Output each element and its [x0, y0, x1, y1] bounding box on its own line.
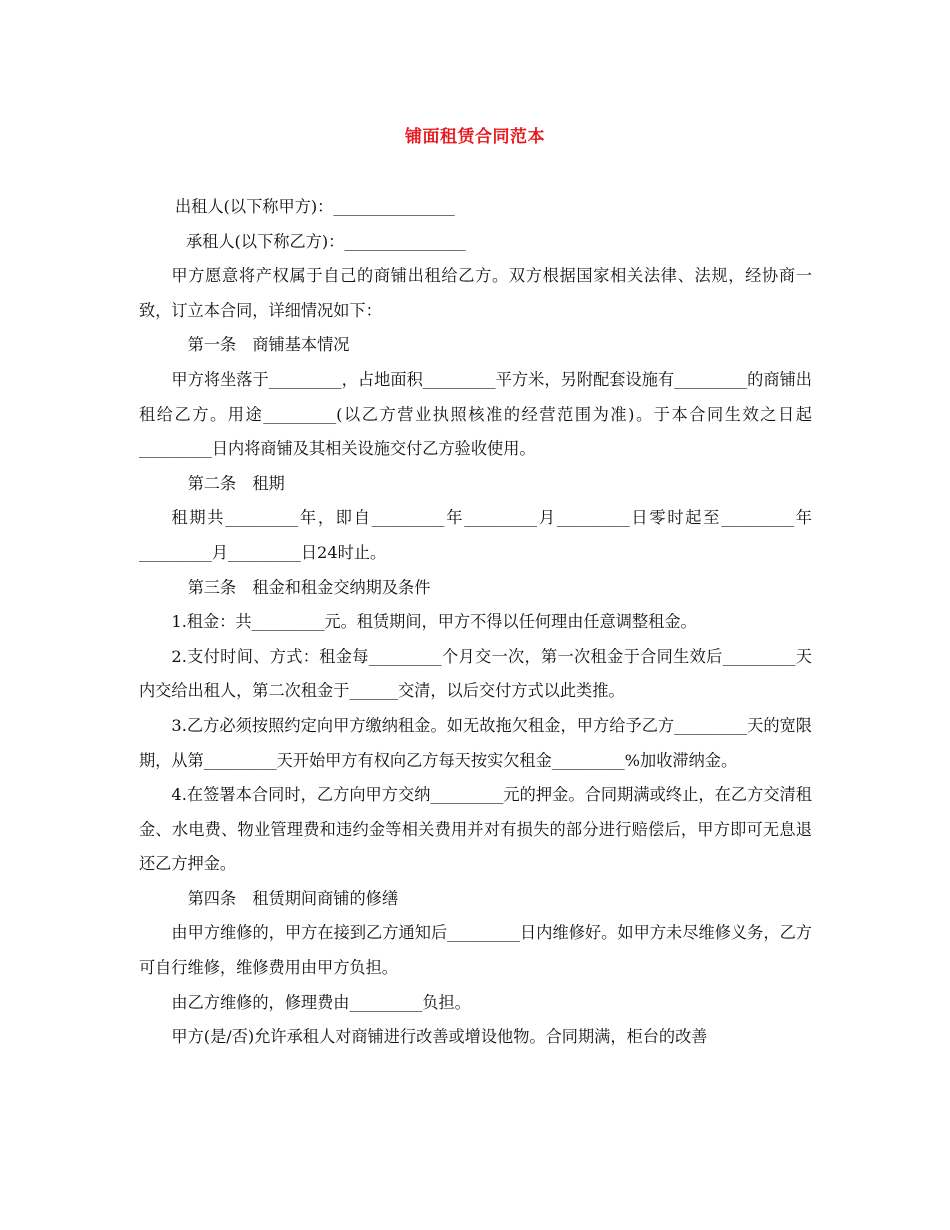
- party-b-line: 承租人(以下称乙方)：_______________: [186, 231, 466, 251]
- article-4-paragraph-1: 由甲方维修的，甲方在接到乙方通知后_________日内维修好。如甲方未尽维修义务，乙方可自行维修，维修费用由甲方负担。: [139, 923, 812, 978]
- article-1-paragraph: 甲方将坐落于_________，占地面积_________平方米，另附配套设施有_________的商铺出租给乙方。用途_________(以乙方营业执照核准的经营范围为准)。于本合同生效之日起_________日内将商铺及其相关设施交付乙方验收使用。: [139, 369, 812, 459]
- article-3-item-2: 2.支付时间、方式：租金每_________个月交一次，第一次租金于合同生效后_________天内交给出租人，第二次租金于______交清，以后交付方式以此类推。: [139, 646, 812, 701]
- article-2-heading: 第二条 租期: [187, 473, 285, 493]
- article-3-item-4: 4.在签署本合同时，乙方向甲方交纳_________元的押金。合同期满或终止，在乙方交清租金、水电费、物业管理费和违约金等相关费用并对有损失的部分进行赔偿后，甲方即可无息退还乙方押金。: [139, 785, 812, 874]
- article-2-paragraph: 租期共_________年，即自_________年_________月_________日零时起至_________年_________月_________日24时止。: [139, 508, 812, 562]
- party-a-line: 出租人(以下称甲方)：_______________: [175, 197, 455, 216]
- article-4-paragraph-3: 甲方(是/否)允许承租人对商铺进行改善或增设他物。合同期满，柜台的改善: [171, 1027, 708, 1047]
- article-3-item-1: 1.租金：共_________元。租赁期间，甲方不得以任何理由任意调整租金。: [171, 612, 697, 632]
- document-body: [139, 190, 812, 1055]
- intro-paragraph: 甲方愿意将产权属于自己的商铺出租给乙方。双方根据国家相关法律、法规，经协商一致，订立本合同，详细情况如下：: [139, 266, 812, 320]
- article-4-heading: 第四条 租赁期间商铺的修缮: [187, 888, 399, 908]
- article-4-paragraph-2: 由乙方维修的，修理费由_________负担。: [171, 992, 471, 1012]
- article-3-heading: 第三条 租金和租金交纳期及条件: [187, 577, 431, 597]
- article-3-item-3: 3.乙方必须按照约定向甲方缴纳租金。如无故拖欠租金，甲方给予乙方_________天的宽限期，从第_________天开始甲方有权向乙方每天按实欠租金_________%加收滞纳金。: [139, 715, 812, 770]
- document-title: 铺面租赁合同范本: [405, 127, 545, 147]
- article-1-heading: 第一条 商铺基本情况: [187, 335, 350, 355]
